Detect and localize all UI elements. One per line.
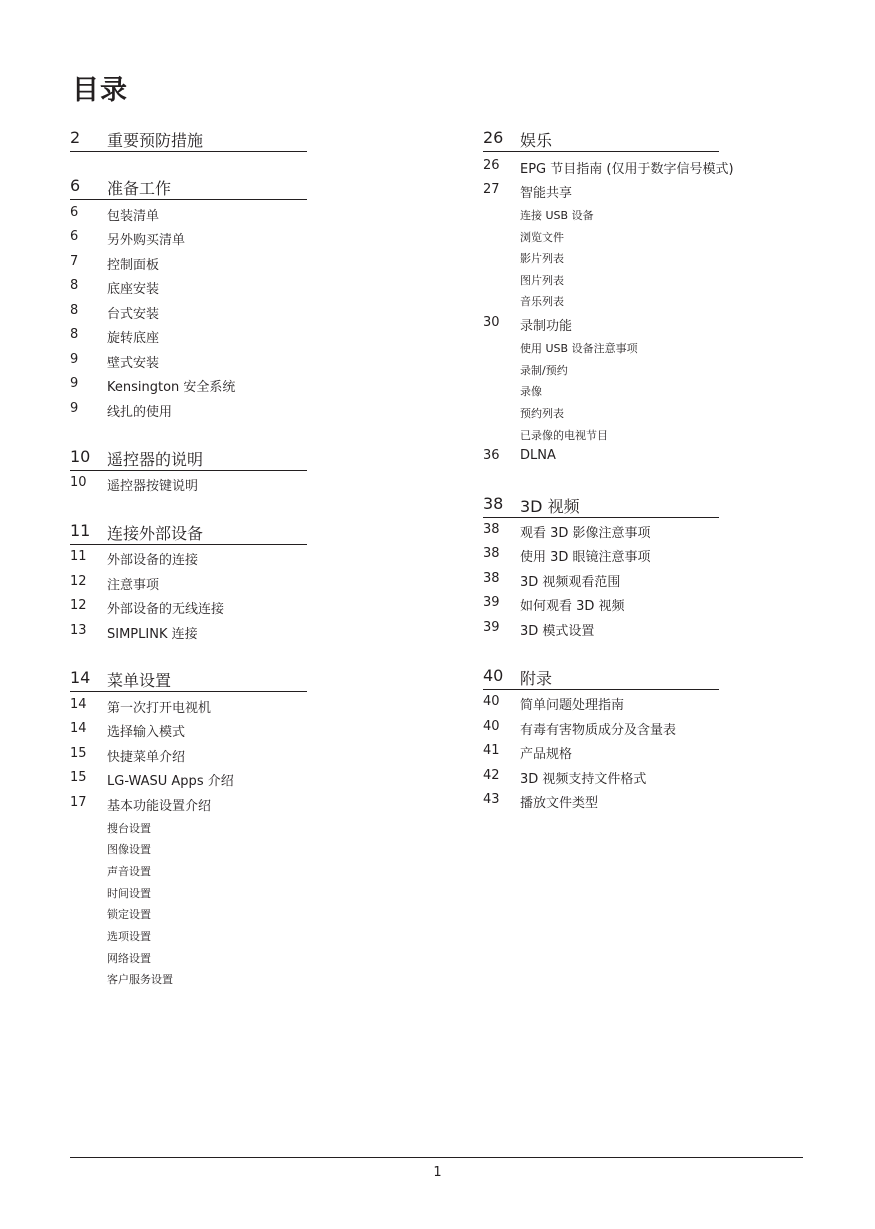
item-title: 录制功能	[520, 319, 573, 334]
toc-item[interactable]	[70, 229, 307, 247]
item-page: 14	[70, 697, 87, 712]
toc-item[interactable]	[483, 694, 719, 712]
item-title: 遥控器按键说明	[107, 479, 199, 494]
item-page: 10	[70, 475, 87, 490]
item-title: 产品规格	[520, 747, 573, 762]
item-page: 8	[70, 303, 79, 318]
item-page: 8	[70, 278, 79, 293]
section-title: 准备工作	[107, 179, 172, 198]
item-title: 3D 模式设置	[520, 624, 595, 639]
toc-section[interactable]	[483, 128, 719, 152]
item-title: 外部设备的连接	[107, 553, 199, 568]
toc-item[interactable]	[70, 623, 307, 641]
item-page: 9	[70, 352, 79, 367]
item-page: 7	[70, 254, 79, 269]
item-page: 41	[483, 743, 500, 758]
toc-item[interactable]	[70, 598, 307, 616]
item-title: 如何观看 3D 视频	[520, 599, 625, 614]
item-title: 有毒有害物质成分及含量表	[520, 723, 677, 738]
item-page: 39	[483, 595, 500, 610]
item-title: 底座安装	[107, 282, 160, 297]
toc-item[interactable]	[483, 719, 719, 737]
section-title: 遥控器的说明	[107, 450, 204, 469]
item-page: 6	[70, 229, 79, 244]
item-page: 14	[70, 721, 87, 736]
item-title: 包装清单	[107, 209, 160, 224]
toc-item[interactable]	[70, 401, 307, 419]
toc-subitem[interactable]: 声音设置	[107, 865, 151, 878]
item-page: 39	[483, 620, 500, 635]
section-title: 附录	[520, 669, 553, 688]
toc-section[interactable]	[70, 128, 307, 152]
toc-section[interactable]	[483, 666, 719, 690]
item-page: 15	[70, 770, 87, 785]
toc-subitem[interactable]: 锁定设置	[107, 908, 151, 921]
toc-item[interactable]	[70, 697, 307, 715]
toc-subitem[interactable]: 连接 USB 设备	[520, 209, 594, 222]
toc-item[interactable]	[70, 475, 307, 493]
section-title: 娱乐	[520, 131, 553, 150]
toc-item[interactable]	[70, 376, 307, 394]
toc-item[interactable]	[483, 315, 719, 333]
item-title: 快捷菜单介绍	[107, 750, 186, 765]
item-title: 壁式安装	[107, 356, 160, 371]
item-title: 3D 视频观看范围	[520, 575, 621, 590]
item-title: 智能共享	[520, 186, 573, 201]
toc-subitem[interactable]: 已录像的电视节目	[520, 429, 608, 442]
toc-section[interactable]	[70, 521, 307, 545]
toc-subitem[interactable]: 客户服务设置	[107, 973, 173, 986]
item-page: 40	[483, 719, 500, 734]
item-title: 观看 3D 影像注意事项	[520, 526, 651, 541]
section-page: 14	[70, 668, 91, 687]
item-page: 38	[483, 522, 500, 537]
toc-item[interactable]	[70, 721, 307, 739]
toc-item[interactable]	[70, 205, 307, 223]
item-title: 基本功能设置介绍	[107, 799, 212, 814]
footer-divider	[70, 1157, 803, 1158]
toc-item[interactable]	[483, 595, 719, 613]
toc-item[interactable]	[483, 571, 719, 589]
item-title: 线扎的使用	[107, 405, 173, 420]
section-title: 3D 视频	[520, 497, 580, 516]
item-title: 第一次打开电视机	[107, 701, 212, 716]
section-title: 菜单设置	[107, 671, 172, 690]
item-title: DLNA	[520, 448, 556, 463]
toc-subitem[interactable]: 网络设置	[107, 952, 151, 965]
toc-item[interactable]	[483, 768, 719, 786]
item-page: 12	[70, 574, 87, 589]
item-page: 15	[70, 746, 87, 761]
toc-item[interactable]	[483, 158, 734, 177]
toc-item[interactable]	[70, 254, 307, 272]
toc-section[interactable]	[70, 176, 307, 200]
toc-subitem[interactable]: 图片列表	[520, 274, 564, 287]
toc-section[interactable]	[483, 494, 719, 518]
section-page: 10	[70, 447, 91, 466]
item-page: 27	[483, 182, 500, 197]
item-title: 控制面板	[107, 258, 160, 273]
toc-item[interactable]	[70, 746, 307, 764]
toc-subitem[interactable]: 影片列表	[520, 252, 564, 265]
toc-item[interactable]	[483, 182, 719, 200]
toc-item[interactable]	[483, 792, 719, 810]
toc-item[interactable]	[483, 448, 719, 466]
toc-item[interactable]	[70, 352, 307, 370]
item-page: 43	[483, 792, 500, 807]
toc-item[interactable]	[483, 743, 719, 761]
section-page: 11	[70, 521, 91, 540]
item-title: 简单问题处理指南	[520, 698, 625, 713]
section-title: 连接外部设备	[107, 524, 204, 543]
section-title: 重要预防措施	[107, 131, 204, 150]
toc-subitem[interactable]: 选项设置	[107, 930, 151, 943]
toc-item[interactable]	[70, 278, 307, 296]
item-page: 6	[70, 205, 79, 220]
item-title: 台式安装	[107, 307, 160, 322]
item-title: 播放文件类型	[520, 796, 599, 811]
item-page: 9	[70, 376, 79, 391]
toc-subitem[interactable]: 时间设置	[107, 887, 151, 900]
toc-subitem[interactable]: 使用 USB 设备注意事项	[520, 342, 638, 355]
item-title: 使用 3D 眼镜注意事项	[520, 550, 651, 565]
page-title: 目录	[72, 75, 128, 106]
page-number: 1	[433, 1165, 442, 1180]
toc-item[interactable]	[70, 327, 307, 345]
toc-item[interactable]	[70, 574, 307, 592]
toc-subitem[interactable]: 图像设置	[107, 843, 151, 856]
toc-subitem[interactable]: 音乐列表	[520, 295, 564, 308]
section-page: 40	[483, 666, 504, 685]
toc-item[interactable]	[483, 620, 719, 638]
item-page: 36	[483, 448, 500, 463]
section-page: 26	[483, 128, 504, 147]
item-page: 42	[483, 768, 500, 783]
item-title: 外部设备的无线连接	[107, 602, 225, 617]
item-page: 26	[483, 158, 500, 173]
item-title: SIMPLINK 连接	[107, 627, 198, 642]
toc-subitem[interactable]: 搜台设置	[107, 822, 151, 835]
toc-item[interactable]	[70, 303, 307, 321]
item-title: 选择输入模式	[107, 725, 186, 740]
item-page: 17	[70, 795, 87, 810]
item-page: 9	[70, 401, 79, 416]
item-title: EPG 节目指南 (仅用于数字信号模式)	[520, 162, 734, 177]
item-page: 30	[483, 315, 500, 330]
item-title: LG-WASU Apps 介绍	[107, 774, 234, 789]
section-page: 2	[70, 128, 81, 147]
item-page: 38	[483, 546, 500, 561]
item-page: 11	[70, 549, 87, 564]
toc-subitem[interactable]: 浏览文件	[520, 231, 564, 244]
toc-item[interactable]	[70, 770, 307, 788]
section-page: 38	[483, 494, 504, 513]
item-title: 3D 视频支持文件格式	[520, 772, 647, 787]
item-title: 旋转底座	[107, 331, 160, 346]
item-page: 13	[70, 623, 87, 638]
toc-item[interactable]	[70, 549, 307, 567]
toc-subitem[interactable]: 预约列表	[520, 407, 564, 420]
section-page: 6	[70, 176, 81, 195]
toc-section[interactable]	[70, 668, 307, 692]
item-page: 38	[483, 571, 500, 586]
toc-item[interactable]	[70, 795, 307, 813]
toc-subitem[interactable]: 录像	[520, 385, 542, 398]
item-title: 注意事项	[107, 578, 160, 593]
item-page: 8	[70, 327, 79, 342]
item-page: 40	[483, 694, 500, 709]
toc-item[interactable]	[483, 546, 719, 564]
item-title: 另外购买清单	[107, 233, 186, 248]
toc-item[interactable]	[483, 522, 719, 540]
item-page: 12	[70, 598, 87, 613]
item-title: Kensington 安全系统	[107, 380, 236, 395]
toc-section[interactable]	[70, 447, 307, 471]
toc-subitem[interactable]: 录制/预约	[520, 364, 568, 377]
